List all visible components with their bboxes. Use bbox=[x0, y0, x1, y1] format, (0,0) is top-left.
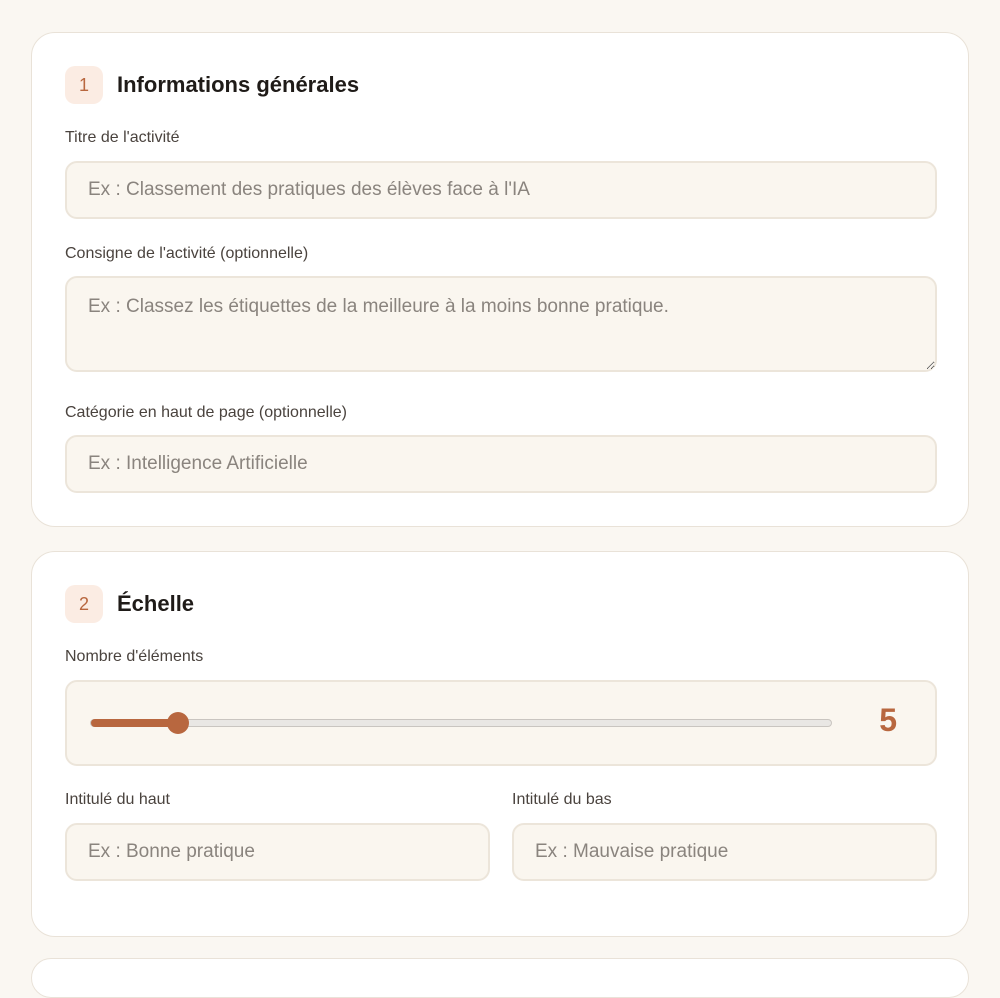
slider-track[interactable] bbox=[90, 719, 832, 727]
top-label-input[interactable] bbox=[65, 823, 490, 881]
section-number-badge: 1 bbox=[65, 66, 103, 104]
section-scale bbox=[31, 551, 969, 937]
slider-thumb[interactable] bbox=[167, 712, 189, 734]
category-label: Catégorie en haut de page (optionnelle) bbox=[65, 404, 347, 421]
bottom-label-label: Intitulé du bas bbox=[512, 791, 612, 808]
slider-value: 5 bbox=[879, 702, 897, 738]
section-general-info bbox=[31, 32, 969, 527]
slider-fill bbox=[91, 719, 178, 727]
bottom-label-input[interactable] bbox=[512, 823, 937, 881]
activity-instruction-textarea[interactable] bbox=[65, 276, 937, 372]
section-header bbox=[65, 66, 359, 104]
activity-instruction-label: Consigne de l'activité (optionnelle) bbox=[65, 245, 309, 262]
element-count-slider-container bbox=[65, 680, 937, 766]
top-label-label: Intitulé du haut bbox=[65, 791, 170, 808]
element-count-label: Nombre d'éléments bbox=[65, 648, 204, 665]
activity-title-label: Titre de l'activité bbox=[65, 129, 180, 146]
activity-title-input[interactable] bbox=[65, 161, 937, 219]
section-title: Échelle bbox=[117, 591, 195, 616]
section-header bbox=[65, 585, 194, 623]
section-next bbox=[31, 958, 969, 998]
category-input[interactable] bbox=[65, 435, 937, 493]
section-number-badge: 2 bbox=[65, 585, 103, 623]
section-title: Informations générales bbox=[117, 72, 360, 97]
